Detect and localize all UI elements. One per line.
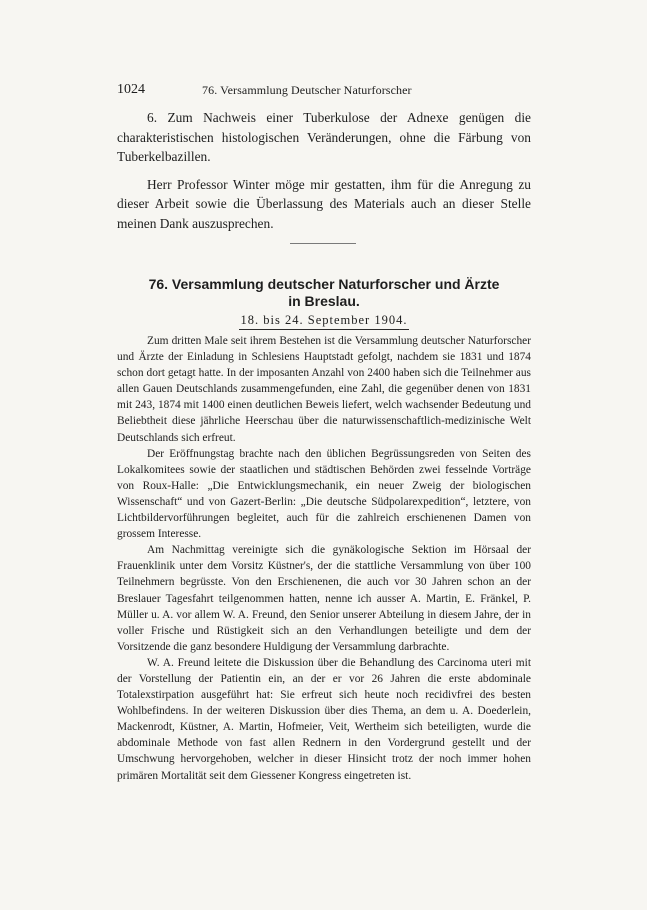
intro-section — [117, 108, 531, 234]
body-paragraph: Zum dritten Male seit ihrem Bestehen ist die Versammlung deutscher Naturforscher und Ärzte der Einladung in Schlesiens Hauptstadt gefolgt, nachdem sie 1831 und 1874 schon dort getagt hatte. In der imposanten Anzahl von 2400 haben sich die Teilnehmer aus allen Gauen Deutschlands zusammengefunden, eine Zahl, die gegenüber denen von 1831 mit 243, 1874 mit 1400 einen deutlichen Beweis liefert, welch wachsender Bedeutung und Beliebtheit diese jährliche Heerschau über die naturwissenschaftlich-medizinische Welt Deutschlands sich erfreut. — [117, 335, 531, 444]
body-paragraph: Am Nachmittag vereinigte sich die gynäkologische Sektion im Hörsaal der Frauenklinik unter dem Vorsitz Küstner's, der die stattliche Versammlung von über 100 Teilnehmern begrüsste. Von den Erschienenen, die auch vor 30 Jahren schon an der Breslauer Tagesfahrt teilgenommen hatten, nenne ich ausser A. Martin, E. Fränkel, P. Müller u. A. vor allem W. A. Freund, den Senior unserer Abteilung in diesem Jahre, der in voller Frische und Rüstigkeit sich an den Verhandlungen beteiligte und dem der Vorsitzende die ganz besondere Huldigung der Versammlung darbrachte. — [117, 544, 531, 653]
section-title-line: in Breslau. — [288, 293, 360, 309]
section-dates — [117, 313, 531, 330]
body-paragraph: W. A. Freund leitete die Diskussion über die Behandlung des Carcinoma uteri mit der Vorstellung der Patientin ein, an der er vor 26 Jahren die erste abdominale Totalexstirpation ausgeführt hat: Sie erfreut sich heute noch recidivfrei des besten Wohlbefindens. In der weiteren Diskussion über dies Thema, an dem u. A. Doederlein, Mackenrodt, Küstner, A. Martin, Hofmeier, Veit, Wertheim sich beteiligten, wurde die abdominale Methode von fast allen Rednern in den Vordergrund gestellt und der Umschwung hervorgehoben, welcher in dieser Hinsicht trotz der noch immer hohen primären Mortalität seit dem Giessener Kongress eingetreten ist. — [117, 656, 531, 782]
section-divider — [290, 243, 356, 244]
running-title: 76. Versammlung Deutscher Naturforscher — [202, 83, 412, 97]
body-paragraph: Der Eröffnungstag brachte nach den üblichen Begrüssungsreden von Seiten des Lokalkomitees sowie der staatlichen und städtischen Behörden zwei fesselnde Vorträge von Roux-Halle: „Die Entwicklungsmechanik, ein neuer Zweig der biologischen Wissenschaft“ und von Gazert-Berlin: „Die deutsche Südpolarexpedition“, letztere, von Lichtbildervorführungen begleitet, auch für die zahlreich erschienenen Damen von grossem Interesse. — [117, 447, 531, 541]
section-dates-text: 18. bis 24. September 1904. — [239, 313, 410, 330]
section-title-line: 76. Versammlung deutscher Naturforscher und Ärzte — [148, 276, 500, 292]
section-title — [117, 276, 531, 310]
page-number: 1024 — [117, 82, 145, 97]
page-header — [117, 82, 531, 98]
article-body — [117, 333, 531, 784]
intro-paragraph: Herr Professor Winter möge mir gestatten, ihm für die Anregung zu dieser Arbeit sowie die Überlassung des Materials auch an dieser Stelle meinen Dank auszusprechen. — [117, 176, 531, 231]
intro-paragraph: 6. Zum Nachweis einer Tuberkulose der Adnexe genügen die charakteristischen histologischen Veränderungen, ohne die Färbung von Tuberkelbazillen. — [117, 110, 531, 165]
